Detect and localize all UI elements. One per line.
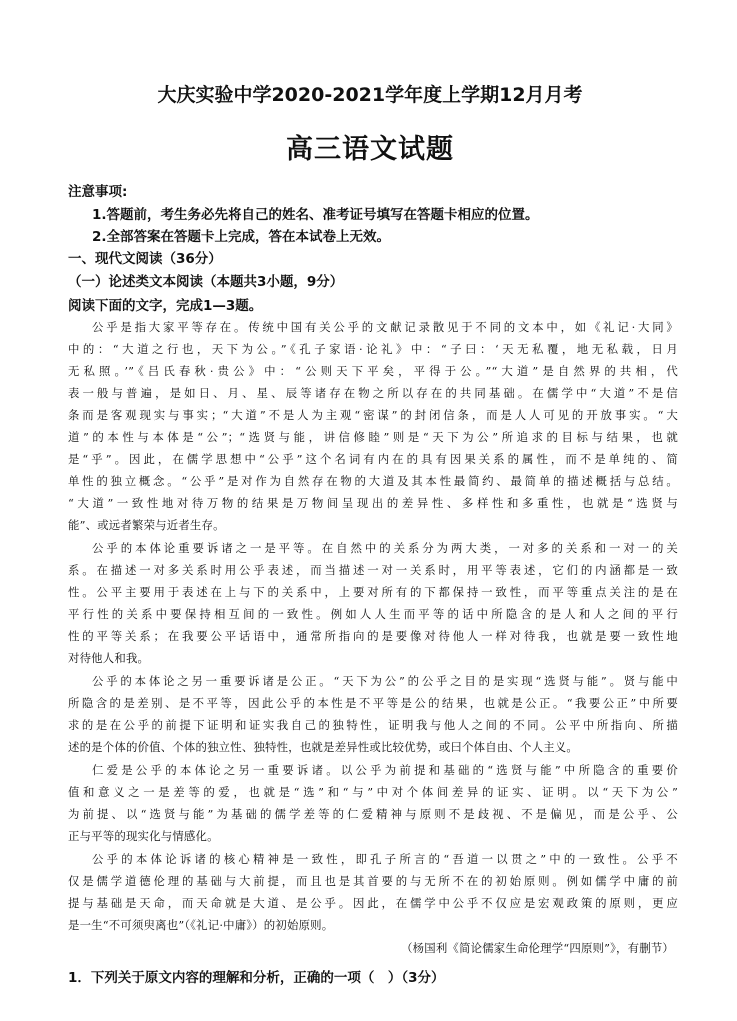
passage-line: 公乎的本体论诉诸的核心精神是一致性，即孔子所言的“吾道一以贯之”中的一致性。公乎不 bbox=[92, 852, 678, 866]
notice-item-2: 2.全部答案在答题卡上完成，答在本试卷上无效。 bbox=[92, 229, 391, 245]
passage-line: 性。公平主要用于表述在上与下的关系中，上要对所有的下都保持一致性，而平等重点关注的是在 bbox=[68, 585, 678, 599]
passage-line: 条而是客观现实与事实；“大道”不是人为主观“密谋”的封闭信条，而是人人可见的开放事实。“大 bbox=[68, 408, 678, 422]
notice-item-1: 1.答题前，考生务必先将自己的姓名、准考证号填写在答题卡相应的位置。 bbox=[92, 207, 539, 223]
exam-title: 大庆实验中学2020-2021学年度上学期12月月考 bbox=[157, 84, 583, 106]
section-subheading: （一）论述类文本阅读（本题共3小题，9分） bbox=[68, 274, 344, 290]
passage-line: 为前提、以“选贤与能”为基础的儒学差等的仁爱精神与原则不是歧视、不是偏见，而是公乎、公 bbox=[68, 807, 678, 821]
passage-line: 表一般与普遍，是如日、月、星、辰等诸存在物之所以存在的共同基础。在儒学中“大道”不是信 bbox=[68, 386, 678, 400]
passage-line: 正与平等的现实化与情感化。 bbox=[68, 829, 219, 843]
passage-line: 仁爱是公乎的本体论之另一重要诉诸。以公乎为前提和基础的“选贤与能”中所隐含的重要价 bbox=[92, 763, 678, 777]
notice-heading: 注意事项: bbox=[68, 184, 128, 200]
exam-subject-title: 高三语文试题 bbox=[286, 134, 454, 165]
passage-line: 仅是儒学道德伦理的基础与大前提，而且也是其首要的与无所不在的初始原则。例如儒学中庸的前 bbox=[68, 874, 678, 888]
passage-line: 平行性的关系中要保持相互间的一致性。例如人人生而平等的话中所隐含的是人和人之间的平行 bbox=[68, 607, 678, 621]
passage-line: 道”的本性与本体是“公”；“选贤与能，讲信修睦”则是“天下为公”所追求的目标与结果，也就 bbox=[68, 430, 678, 444]
passage-line: 中的：“大道之行也，天下为公。”《孔子家语·论礼》中：“子曰：‘天无私覆，地无私载，日月 bbox=[68, 342, 678, 356]
passage-line: 公乎的本体论之另一重要诉诸是公正。“天下为公”的公乎之目的是实现“选贤与能”。贤与能中 bbox=[92, 674, 678, 688]
passage-line: 是一生“不可须臾离也”（《礼记·中庸》）的初始原则。 bbox=[68, 918, 334, 932]
passage-line: 述的是个体的价值、个体的独立性、独特性，也就是差异性或比较优势，或曰个体自由、个人主义。 bbox=[68, 740, 578, 754]
passage-line: 值和意义之一是差等的爱，也就是“选”和“与”中对个体间差异的证实、证明。以“天下为公” bbox=[68, 785, 678, 799]
reading-instruction: 阅读下面的文字，完成1—3题。 bbox=[68, 298, 263, 314]
passage-line: 对待他人和我。 bbox=[68, 651, 150, 665]
passage-line: 求的是在公乎的前提下证明和证实我自己的独特性，证明我与他人之间的不同。公平中所指向、所描 bbox=[68, 718, 678, 732]
passage-line: 是“乎”。因此，在儒学思想中“公乎”这个名词有内在的具有因果关系的属性，而不是单纯的、简 bbox=[68, 452, 678, 466]
passage-line: “大道”一致性地对待万物的结果是万物间呈现出的差异性、多样性和多重性，也就是“选贤与 bbox=[68, 496, 678, 510]
passage-line: 无私照。’”《吕氏春秋·贵公》中：“公则天下平矣，平得于公。”“大道”是自然界的共相，代 bbox=[68, 364, 678, 378]
passage-line: 单性的独立概念。“公乎”是对作为自然存在物的大道及其本性最简约、最简单的描述概括与总结。 bbox=[68, 474, 678, 488]
passage-line: 提与基础是天命，而天命就是大道、是公乎。因此，在儒学中公乎不仅应是宏观政策的原则，更应 bbox=[68, 896, 678, 910]
passage-line: 公乎的本体论重要诉诸之一是平等。在自然中的关系分为两大类，一对多的关系和一对一的关 bbox=[92, 541, 678, 555]
passage-line: 性的平等关系；在我要公平话语中，通常所指向的是要像对待他人一样对待我，也就是要一致性地 bbox=[68, 629, 678, 643]
section-heading: 一、现代文阅读（36分） bbox=[68, 251, 222, 267]
passage-line: 系。在描述一对多关系时用公乎表述，而当描述一对一关系时，用平等表述，它们的内涵都是一致 bbox=[68, 563, 678, 577]
passage-line: 能”、或远者繁荣与近者生存。 bbox=[68, 518, 225, 532]
passage-line: 公乎是指大家平等存在。传统中国有关公乎的文献记录散见于不同的文本中，如《礼记·大同》 bbox=[92, 320, 678, 334]
question-1: 1．下列关于原文内容的理解和分析，正确的一项（ ）（3分） bbox=[68, 970, 445, 986]
passage-source: （杨国利《简论儒家生命伦理学“四原则”》，有删节） bbox=[401, 941, 674, 955]
passage-line: 所隐含的是差别、是不平等，因此公乎的本性是不平等是公的结果，也就是公正。“我要公正”中所要 bbox=[68, 696, 678, 710]
